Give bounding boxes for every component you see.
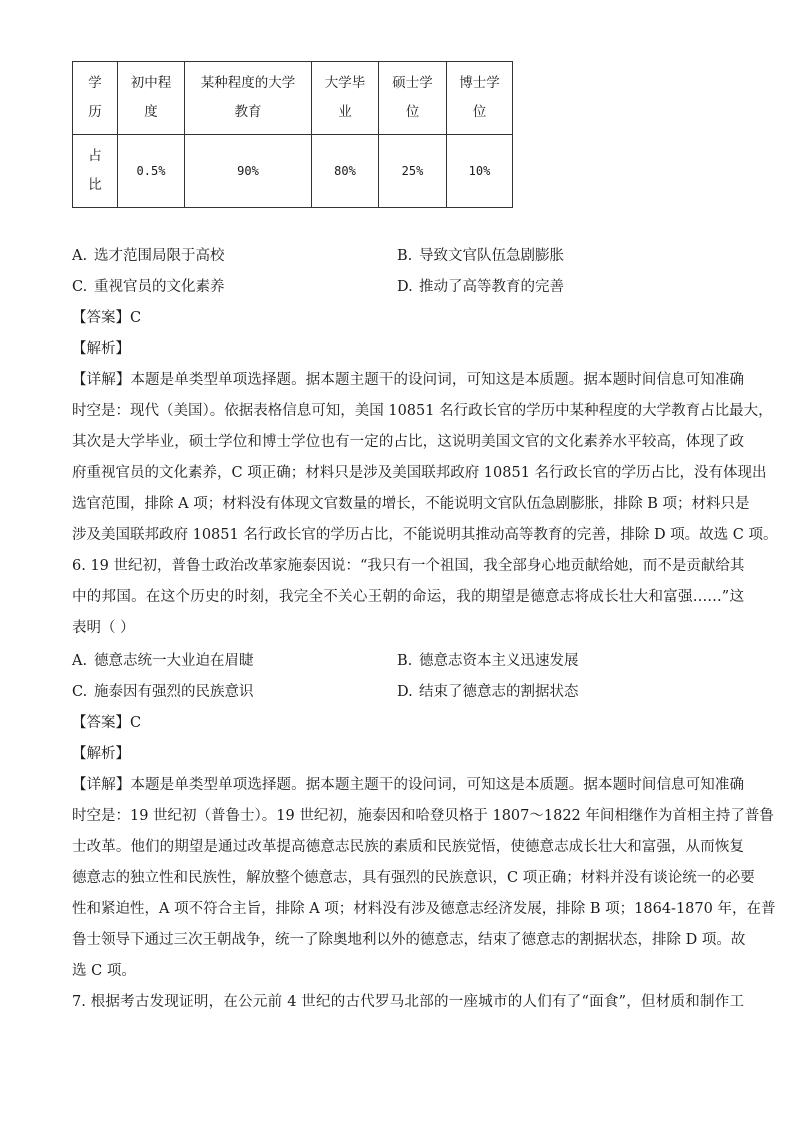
- table-cell: 0.5%: [118, 135, 185, 208]
- answer-label: 【答案】C: [72, 715, 142, 731]
- table-cell: 90%: [185, 135, 312, 208]
- analysis-line: 涉及美国联邦政府 10851 名行政长官的学历占比，不能说明其推动高等教育的完善，排除 D 项。故选 C 项。: [72, 527, 778, 543]
- option-text: 施泰因有强烈的民族意识: [94, 684, 254, 700]
- option-text: 重视官员的文化素养: [94, 279, 225, 295]
- table-cell: 25%: [379, 135, 447, 208]
- table-value-row: [73, 135, 513, 208]
- table-header-cell: 初中程 度: [118, 62, 185, 135]
- table-header-cell: 博士学 位: [447, 62, 513, 135]
- option-c: [72, 277, 225, 297]
- option-a: [72, 651, 254, 671]
- analysis-line: 【详解】本题是单类型单项选择题。据本题主题干的设问词，可知这是本质题。据本题时间信息可知准确: [72, 372, 744, 388]
- option-text: 结束了德意志的割据状态: [419, 684, 579, 700]
- question-stem-line: 6. 19 世纪初，普鲁士政治改革家施泰因说：“我只有一个祖国，我全部身心地贡献给她，而不是贡献给其: [72, 558, 745, 574]
- option-letter: C.: [72, 684, 88, 700]
- option-letter: C.: [72, 279, 88, 295]
- analysis-line: 时空是：19 世纪初（普鲁士）。19 世纪初，施泰因和哈登贝格于 1807～1822 年间相继作为首相主持了普鲁: [72, 808, 774, 824]
- question-stem-line: 中的邦国。在这个历史的时刻，我完全不关心王朝的命运，我的期望是德意志将成长壮大和富强……”这: [72, 589, 744, 605]
- option-b: [397, 651, 579, 671]
- analysis-line: 府重视官员的文化素养，C 项正确；材料只是涉及美国联邦政府 10851 名行政长官的学历占比，没有体现出: [72, 465, 767, 481]
- analysis-line: 其次是大学毕业，硕士学位和博士学位也有一定的占比，这说明美国文官的文化素养水平较高，体现了政: [72, 434, 744, 450]
- table-header-cell: 某种程度的大学 教育: [185, 62, 312, 135]
- option-text: 德意志统一大业迫在眉睫: [94, 653, 254, 669]
- table-header-row: [73, 62, 513, 135]
- option-d: [397, 682, 579, 702]
- option-c: [72, 682, 254, 702]
- option-text: 推动了高等教育的完善: [419, 279, 564, 295]
- table-cell: 10%: [447, 135, 513, 208]
- question-stem-line: 7. 根据考古发现证明，在公元前 4 世纪的古代罗马北部的一座城市的人们有了“面食”，但材质和制作工: [72, 994, 744, 1010]
- option-text: 导致文官队伍急剧膨胀: [419, 248, 564, 264]
- option-b: [397, 246, 564, 266]
- analysis-line: 选官范围，排除 A 项；材料没有体现文官数量的增长，不能说明文官队伍急剧膨胀，排除 B 项；材料只是: [72, 496, 750, 512]
- table-header-cell: 学 历: [73, 62, 118, 135]
- option-d: [397, 277, 564, 297]
- analysis-line: 性和紧迫性，A 项不符合主旨，排除 A 项；材料没有涉及德意志经济发展，排除 B 项；1864-1870 年，在普: [72, 901, 776, 917]
- option-text: 选才范围局限于高校: [94, 248, 225, 264]
- table-cell: 占 比: [73, 135, 118, 208]
- option-letter: D.: [397, 684, 413, 700]
- analysis-line: 选 C 项。: [72, 963, 136, 979]
- analysis-label: 【解析】: [72, 746, 130, 762]
- analysis-label: 【解析】: [72, 341, 130, 357]
- option-letter: B.: [397, 653, 413, 669]
- option-letter: A.: [72, 653, 88, 669]
- education-table: [72, 61, 513, 208]
- analysis-line: 士改革。他们的期望是通过改革提高德意志民族的素质和民族觉悟，使德意志成长壮大和富强，从而恢复: [72, 839, 744, 855]
- answer-label: 【答案】C: [72, 310, 142, 326]
- analysis-line: 时空是：现代（美国）。依据表格信息可知，美国 10851 名行政长官的学历中某种程度的大学教育占比最大，: [72, 403, 773, 419]
- analysis-line: 德意志的独立性和民族性，解放整个德意志，具有强烈的民族意识，C 项正确；材料并没有谈论统一的必要: [72, 870, 755, 886]
- option-letter: A.: [72, 248, 88, 264]
- option-letter: B.: [397, 248, 413, 264]
- option-text: 德意志资本主义迅速发展: [419, 653, 579, 669]
- table-header-cell: 大学毕 业: [312, 62, 379, 135]
- table-cell: 80%: [312, 135, 379, 208]
- option-a: [72, 246, 225, 266]
- question-stem-line: 表明（ ）: [72, 620, 135, 636]
- option-letter: D.: [397, 279, 413, 295]
- analysis-line: 鲁士领导下通过三次王朝战争，统一了除奥地利以外的德意志，结束了德意志的割据状态，排除 D 项。故: [72, 932, 746, 948]
- table-header-cell: 硕士学 位: [379, 62, 447, 135]
- analysis-line: 【详解】本题是单类型单项选择题。据本题主题干的设问词，可知这是本质题。据本题时间信息可知准确: [72, 777, 744, 793]
